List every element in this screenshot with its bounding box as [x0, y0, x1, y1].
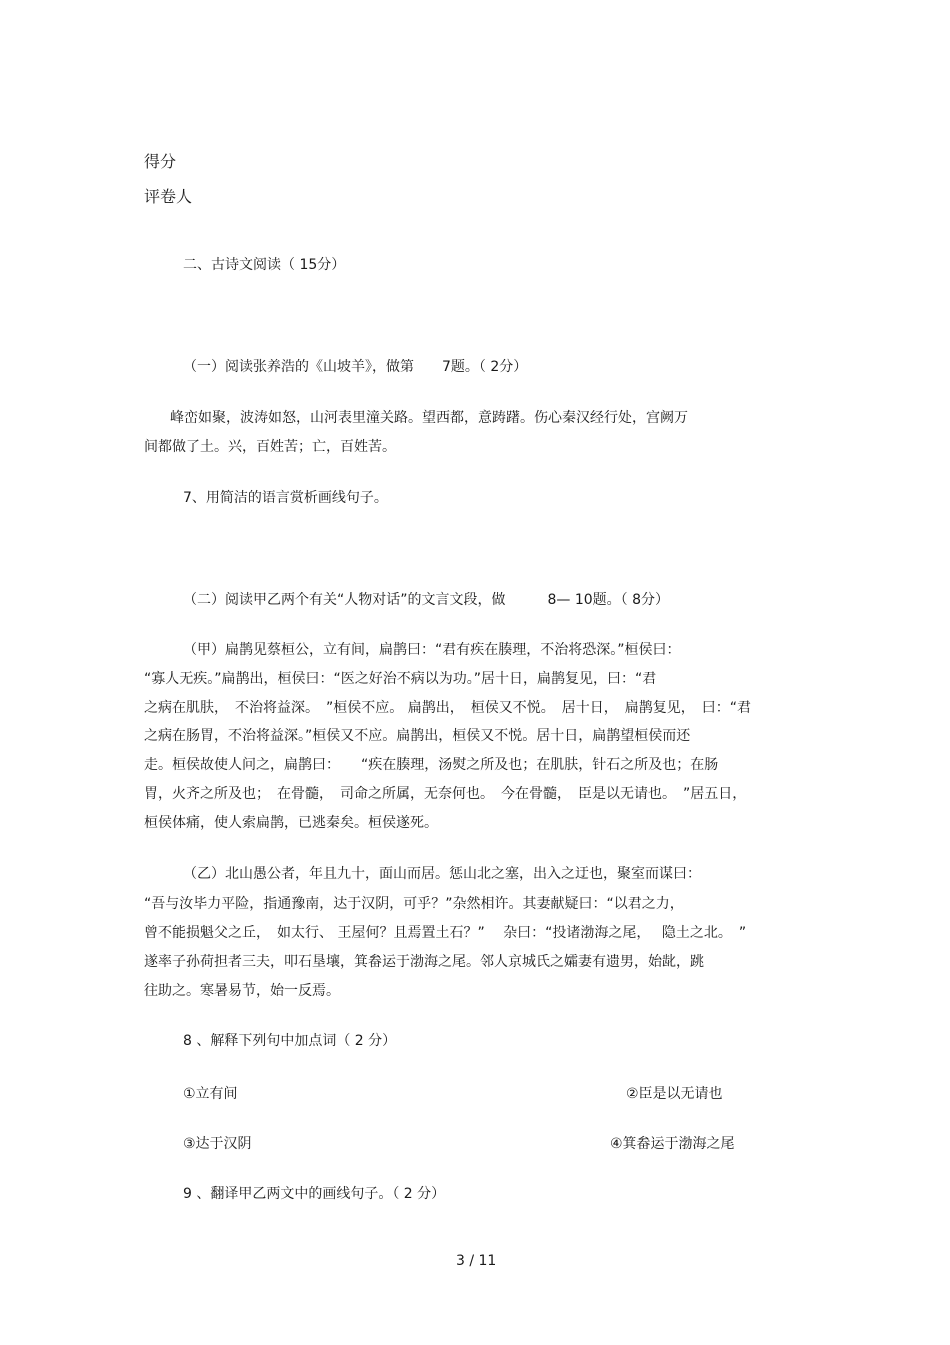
passage-yi-line: 往助之。寒暑易节，始一反焉。: [144, 983, 340, 999]
passage-jia-line: 走。桓侯故使人问之，扁鹊曰： “疾在腠理，汤熨之所及也；在肌肤，针石之所及也；在肠: [144, 757, 719, 773]
q8-item: ②臣是以无请也: [626, 1086, 723, 1102]
passage-yi-line: 曾不能损魁父之丘， 如太行、 王屋何？且焉置土石？” 杂曰：“投诸渤海之尾， 隐土之北。 ”: [144, 925, 747, 941]
question-7: 7、用简洁的语言赏析画线句子。: [183, 490, 388, 506]
passage-yi-line: 遂率子孙荷担者三夫，叩石垦壤，箕畚运于渤海之尾。邻人京城氏之孀妻有遗男，始龀，跳: [144, 954, 704, 970]
passage-jia-line: 之病在肌肤， 不治将益深。 ”桓侯不应。 扁鹊出， 桓侯又不悦。 居十日， 扁鹊复见， 曰：“君: [144, 700, 751, 716]
poem-line: 间都做了土。兴，百姓苦；亡，百姓苦。: [144, 439, 396, 455]
passage-yi-line: （乙）北山愚公者，年且九十，面山而居。惩山北之塞，出入之迂也，聚室而谋曰：: [183, 866, 701, 882]
q8-item: ①立有间: [183, 1086, 238, 1102]
part2-heading: （二）阅读甲乙两个有关“人物对话”的文言文段，做 8— 10题。（ 8分）: [183, 592, 670, 608]
passage-jia-line: 桓侯体痛，使人索扁鹊，已逃秦矣。桓侯遂死。: [144, 815, 438, 831]
q8-item: ③达于汉阴: [183, 1136, 252, 1152]
poem-line: 峰峦如聚，波涛如怒，山河表里潼关路。望西都，意踌躇。伤心秦汉经行处，宫阙万: [170, 410, 688, 426]
part1-heading: （一）阅读张养浩的《山坡羊》，做第 7题。（ 2分）: [183, 359, 528, 375]
passage-jia-line: “寡人无疾。”扁鹊出，桓侯曰：“医之好治不病以为功。”居十日，扁鹊复见，曰：“君: [144, 671, 657, 687]
section-title: 二、古诗文阅读（ 15分）: [183, 257, 346, 273]
passage-yi-line: “吾与汝毕力平险，指通豫南，达于汉阴，可乎？”杂然相许。其妻献疑曰：“以君之力，: [144, 896, 684, 912]
page-number: 3 / 11: [456, 1253, 497, 1269]
question-9: 9 、翻译甲乙两文中的画线句子。（ 2 分）: [183, 1186, 446, 1202]
question-8: 8 、解释下列句中加点词（ 2 分）: [183, 1033, 397, 1049]
q8-item: ④箕畚运于渤海之尾: [610, 1136, 735, 1152]
passage-jia-line: 之病在肠胃，不治将益深。”桓侯又不应。扁鹊出，桓侯又不悦。居十日，扁鹊望桓侯而还: [144, 728, 691, 744]
passage-jia-line: 胃，火齐之所及也； 在骨髓， 司命之所属，无奈何也。 今在骨髓， 臣是以无请也。 ”居五日，: [144, 786, 747, 802]
score-label: 得分: [144, 152, 177, 171]
grader-label: 评卷人: [144, 187, 193, 206]
passage-jia-line: （甲）扁鹊见蔡桓公，立有间，扁鹊曰：“君有疾在腠理，不治将恐深。”桓侯曰：: [183, 642, 681, 658]
